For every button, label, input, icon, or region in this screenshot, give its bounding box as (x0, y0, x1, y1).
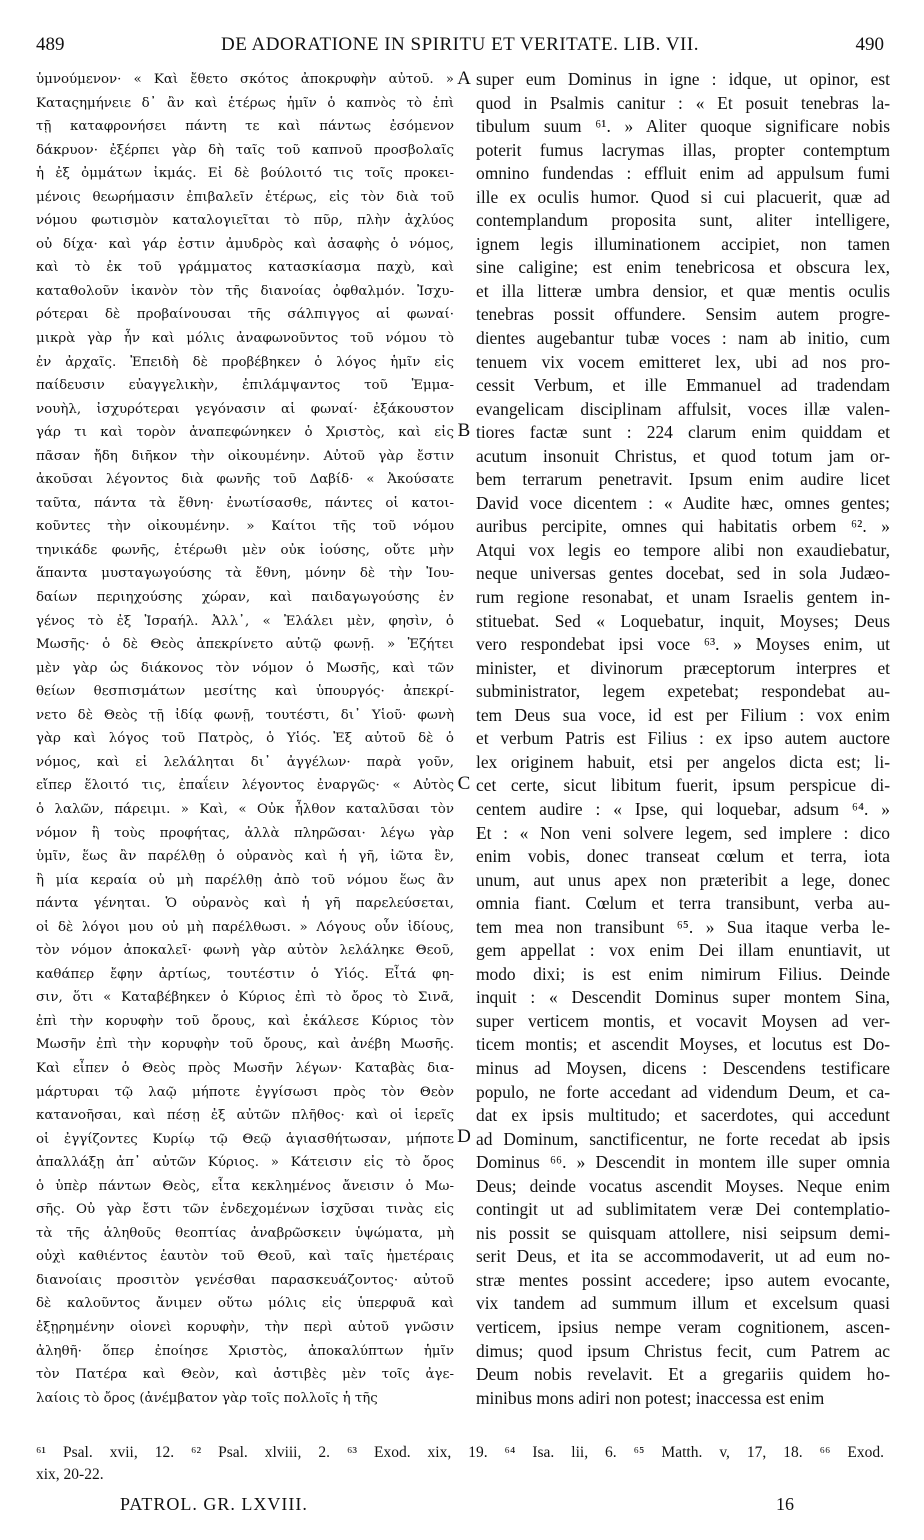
greek-text-line: ἅπαντα μυσταγωγούσης τὰ ἔθνη, μόνην δὲ τὴν Ἰου- (36, 566, 454, 582)
latin-text-line: Dominus ⁶⁶. » Descendit in montem ille super omnia (476, 1152, 890, 1173)
greek-text-line: θείων θεσπισμάτων μεσίτης καὶ ὑπουργός· ἀπεκρί- (36, 684, 454, 700)
running-header (36, 34, 884, 60)
greek-text-line: τὸν Πατέρα καὶ Θεὸν, καὶ ἀστιβὲς μὲν τοῖς ἀγε- (36, 1367, 454, 1383)
latin-text-line: omnia fiant. Cœlum et terra transibunt, verba au- (476, 893, 890, 914)
latin-text-line: modo dixi; is est enim nimirum Filius. Deinde (476, 963, 890, 984)
latin-text-line: Deus; deinde vocatus ascendit Moyses. Neque enim (476, 1175, 890, 1196)
greek-text-line: τὸν νόμον ἀποκαλεῖ· φωνὴ γὰρ αὐτὸν λελάληκε Θεοῦ, (36, 943, 454, 959)
latin-text-line: et verbum Patris est Filius : ex ipso autem auctore (476, 728, 890, 749)
greek-text-line: ρότεραι δὲ προβαίνουσαι τῆς σάλπιγγος αἱ φωναί· (36, 307, 454, 323)
greek-text-column (36, 68, 454, 1410)
greek-text-line: ὁ λαλῶν, πάρειμι. » Καὶ, « Οὐκ ἦλθον καταλῦσαι τὸν (36, 801, 454, 817)
greek-text-line: καθάπερ ἔφην ἀρτίως, τουτέστιν ὁ Υἱός. Εἶτά φη- (36, 966, 454, 982)
section-marker-b: B (457, 420, 471, 441)
greek-text-line: κατανοῆσαι, καὶ πέσῃ ἐξ αὐτῶν πλῆθος· καὶ οἱ ἱερεῖς (36, 1108, 454, 1124)
latin-text-line: tenebras possit offundere. Sensim autem progre- (476, 304, 890, 325)
latin-text-line: dimus; quod ipsum Christus fecit, cum Patrem ac (476, 1340, 890, 1361)
greek-text-line: ἐν ἀρχαῖς. Ἐπειδὴ δὲ προβέβηκεν ὁ λόγος ἡμῖν εἰς (36, 354, 454, 370)
greek-text-line: Μωσῆν ἐπὶ τὴν κορυφὴν τοῦ ὄρους, καὶ ἀνέβη Μωσῆς. (36, 1037, 454, 1053)
section-marker-d: D (457, 1126, 471, 1147)
latin-text-line: omnino fundendas : effluit enim ad appulsum fumi (476, 163, 890, 184)
footnote-line: ⁶¹ Psal. xvii, 12. ⁶² Psal. xlviii, 2. ⁶³ Exod. xix, 19. ⁶⁴ Isa. lii, 6. ⁶⁵ Matth. v, 17, 18. ⁶⁶ Exod. (36, 1444, 884, 1461)
latin-text-line: tem Deus sua voce, id est per Filium : vox enim (476, 704, 890, 725)
latin-text-line: verticem, ipsius nempe veram cognitionem, ascen- (476, 1316, 890, 1337)
latin-text-line: Atqui vox legis eo tempore alibi non exaudiebatur, (476, 539, 890, 560)
latin-text-line: lex originem habuit, etsi per angelos dicta est; li- (476, 751, 890, 772)
greek-text-line: δάκρυον· ἐξέρπει γὰρ δὴ ταῖς τοῦ καπνοῦ προσβολαῖς (36, 142, 454, 158)
latin-text-line: acutum insonuit Christus, et quod totum jam or- (476, 445, 890, 466)
latin-text-line: dientes augebantur tubæ voces : nam ab initio, cum (476, 328, 890, 349)
greek-text-line: ἡ ἐξ ὀμμάτων ἰκμάς. Εἰ δὲ βούλοιτό τις τοῖς προκει- (36, 166, 454, 182)
greek-text-line: ἢ μία κεραία οὐ μὴ παρέλθῃ ἀπὸ τοῦ νόμου ἕως ἂν (36, 872, 454, 888)
greek-text-line: νόμον ἢ τοὺς προφήτας, ἀλλὰ πληρῶσαι· λέγω γὰρ (36, 825, 454, 841)
greek-text-line: λαίοις τὸ ὄρος (ἀνέμβατον γὰρ τοῖς πολλοῖς ἡ τῆς (36, 1390, 378, 1406)
greek-text-line: μὲν γὰρ ὡς διάκονος τὸν νόμον ὁ Μωσῆς, καὶ τῶν (36, 660, 454, 676)
gathering-number: 16 (776, 1494, 794, 1514)
latin-text-line: inquit : « Descendit Dominus super montem Sina, (476, 987, 890, 1008)
greek-text-line: σιν, ὅτι « Καταβέβηκεν ὁ Κύριος ἐπὶ τὸ ὄρος τὸ Σινᾶ, (36, 990, 454, 1006)
latin-text-line: minister, et divinorum præceptorum interpres et (476, 657, 890, 678)
greek-text-line: καὶ τὸ ἐκ τοῦ γράμματος κατασκίασμα παχὺ, καὶ (36, 260, 454, 276)
running-title: DE ADORATIONE IN SPIRITU ET VERITATE. LIB. VII. (221, 34, 699, 55)
greek-text-line: πᾶσαν ἤδη διῆκον τὴν οἰκουμένην. Αὐτοῦ γὰρ ἔστιν (36, 448, 454, 464)
latin-text-line: ignem legis illuminationem accipiet, non tamen (476, 233, 890, 254)
page-number-right: 490 (855, 34, 884, 55)
latin-text-line: rum regione resonabat, et unam Israelis gentem in- (476, 587, 890, 608)
greek-text-line: νόμος, καὶ εἰ λελάληται δι᾽ ἀγγέλων· παρὰ γοῦν, (36, 754, 454, 770)
latin-text-line: super eum Dominus in igne : idque, ut opinor, est (476, 69, 890, 89)
latin-text-line: cessit Verbum, et ille Emmanuel ad tradendam (476, 375, 890, 396)
greek-text-line: ταῦτα, πάντα τὰ ἔθνη· ἐνωτίσασθε, πάντες οἱ κατοι- (36, 495, 454, 511)
greek-text-line: ὁ ὑπὲρ πάντων Θεὸς, εἶτα κεκλημένος ἄνεισιν ὁ Μω- (36, 1178, 454, 1194)
greek-text-line: δὲ καλοῦντος ἄνιμεν οὕτω μόλις εἰς ὑπερφυᾶ καὶ (36, 1296, 454, 1312)
latin-text-line: minibus mons adiri non potest; inaccessa est enim (476, 1387, 825, 1408)
latin-text-line: et illa litteræ umbra densior, et quæ mentis oculis (476, 280, 890, 301)
latin-text-line: unum, aut unus apex non præteribit a lege, donec (476, 869, 890, 890)
greek-text-line: οἱ ἐγγίζοντες Κυρίῳ τῷ Θεῷ ἁγιασθήτωσαν, μήποτε (36, 1131, 454, 1147)
latin-text-line: Deum nobis revelavit. Et a gregariis quidem ho- (476, 1364, 890, 1385)
greek-text-line: Μωσῆς· ὁ δὲ Θεὸς ἀπεκρίνετο αὐτῷ φωνῇ. » Ἐζήτει (36, 637, 454, 653)
page-footer (120, 1494, 794, 1520)
greek-text-line: οὐχὶ καθιέντος ἑαυτὸν τοῦ Θεοῦ, καὶ ταῖς ἡμετέραις (36, 1249, 454, 1265)
greek-text-line: νετο δὲ Θεὸς τῇ ἰδίᾳ φωνῇ, τουτέστι, δι᾽ Υἱοῦ· φωνὴ (36, 707, 454, 723)
greek-text-line: πάντα γένηται. Ὁ οὐρανὸς καὶ ἡ γῆ παρελεύσεται, (36, 896, 454, 912)
page-number-left: 489 (36, 34, 65, 55)
latin-text-line: super verticem montis, et vocavit Moysen ad ver- (476, 1010, 890, 1031)
greek-text-line: δαίων περιηχούσης χώραν, καὶ παιδαγωγούσης ἐν (36, 590, 454, 606)
greek-text-line: οὐ δίχα· καὶ γάρ ἐστιν ἀμυδρὸς καὶ ἀσαφὴς ὁ νόμος, (36, 236, 454, 252)
latin-text-line: vix tandem ad summum illum et excelsum quasi (476, 1293, 890, 1314)
greek-text-line: κοῦντες τὴν οἰκουμένην. » Καίτοι τῆς τοῦ νόμου (36, 519, 454, 535)
greek-text-line: μικρὰ γὰρ ἦν καὶ μόλις ἀναφωνοῦντος τοῦ νόμου τὸ (36, 331, 454, 347)
footnote-line: xix, 20-22. (36, 1466, 104, 1483)
latin-text-column (476, 68, 890, 1410)
greek-text-line: γάρ τι καὶ τορὸν ἀναπεφώνηκεν ὁ Χριστὸς, καὶ εἰς (36, 425, 454, 441)
latin-text-line: vero respondebat ipsi voce ⁶³. » Moyses enim, ut (476, 634, 890, 655)
latin-text-line: tiores factæ sunt : 224 clarum enim quiddam et (476, 422, 890, 443)
latin-text-line: bem terrarum penetravit. Ipsum enim audire licet (476, 469, 890, 490)
greek-text-line: καταθολοῦν ἱκανὸν τὸν τῆς διανοίας ὀφθαλμόν. Ἰσχυ- (36, 283, 454, 299)
latin-text-line: ticem montis; et ascendit Moyses, et locutus est Do- (476, 1034, 890, 1055)
latin-text-line: contingit ut ad sublimitatem veræ Dei contemplatio- (476, 1199, 890, 1220)
latin-text-line: tenuem vix vocem emitteret lex, ubi ad nos pro- (476, 351, 890, 372)
latin-text-line: neque universas gentes docebat, sed in sola Judæo- (476, 563, 890, 584)
greek-text-line: γένος τὸ ἐξ Ἰσραήλ. Ἀλλ᾽, « Ἐλάλει μὲν, φησὶν, ὁ (36, 613, 454, 629)
latin-text-line: centem audire : « Ipse, qui loquebar, adsum ⁶⁴. » (476, 798, 890, 819)
greek-text-line: ἀκοῦσαι λέγοντος διὰ φωνῆς τοῦ Δαβίδ· « Ἀκούσατε (36, 472, 454, 488)
greek-text-line: ἐπὶ τὴν κορυφὴν τοῦ ὄρους, καὶ ἐκάλεσε Κύριος τὸν (36, 1013, 454, 1029)
latin-text-line: tem mea non transibunt ⁶⁵. » Sua itaque verba le- (476, 916, 890, 937)
latin-text-line: auribus percipite, omnes qui habitatis orbem ⁶². » (476, 516, 890, 537)
section-marker-c: C (457, 773, 471, 794)
latin-text-line: minus ad Moysen, dicens : Descendens testificare (476, 1057, 890, 1078)
greek-text-line: γὰρ καὶ λόγος τοῦ Πατρὸς, ὁ Υἱός. Ἐξ αὐτοῦ δὲ ὁ (36, 731, 454, 747)
latin-text-line: populo, ne forte accedant ad videndum Deum, et ca- (476, 1081, 890, 1102)
greek-text-line: ἀληθῆ· ὅπερ ἐποίησε Χριστὸς, ἀποκαλύπτων ἡμῖν (36, 1343, 454, 1359)
latin-text-line: ille ex oculis humor. Quod si cui placuerit, quæ ad (476, 186, 890, 207)
greek-text-line: σῆς. Οὐ γὰρ ἔστι τῶν ἐνδεχομένων ἰσχῦσαι τινὰς εἰς (36, 1202, 454, 1218)
greek-text-line: ὑμνούμενον· « Καὶ ἔθετο σκότος ἀποκρυφὴν αὐτοῦ. » (36, 72, 454, 87)
greek-text-line: τῇ καταφρονήσει πάντη τε καὶ πάντως ἐσόμενον (36, 119, 454, 135)
section-marker-a: A (457, 68, 471, 89)
greek-text-line: οἱ δὲ λόγοι μου οὐ μὴ παρέλθωσι. » Λόγους οὖν ἰδίους, (36, 919, 454, 935)
latin-text-line: stituebat. Sed « Loquebatur, inquit, Moyses; Deus (476, 610, 890, 631)
greek-text-line: Καταςημήνειε δ᾽ ἂν καὶ ἑτέρως ἡμῖν ὁ καπνὸς τὸ ἐπὶ (36, 95, 454, 111)
latin-text-line: enim vobis, donec transeat cœlum et terra, iota (476, 846, 890, 867)
greek-text-line: ὑμῖν, ἕως ἂν παρέλθῃ ὁ οὐρανὸς καὶ ἡ γῆ, ἰῶτα ἓν, (36, 849, 454, 865)
latin-text-line: evangelicam disciplinam affulsit, voces illæ valen- (476, 398, 890, 419)
latin-text-line: tibulum suum ⁶¹. » Aliter quoque significare nobis (476, 116, 890, 137)
latin-text-line: serit Deus, et ita se accommodaverit, ut ad eum no- (476, 1246, 890, 1267)
greek-text-line: Καὶ εἶπεν ὁ Θεὸς πρὸς Μωσῆν λέγων· Καταβὰς δια- (36, 1060, 454, 1076)
latin-text-line: gem appellat : vox enim Dei illam enuntiavit, ut (476, 940, 890, 961)
signature-mark: PATROL. GR. LXVIII. (120, 1494, 308, 1514)
latin-text-line: nis possit se quisquam attollere, nisi seipsum demi- (476, 1222, 890, 1243)
greek-text-line: μάρτυραι τῷ λαῷ μήποτε ἐγγίσωσι πρὸς τὸν Θεὸν (36, 1084, 454, 1100)
latin-text-line: ad Dominum, sanctificentur, ne forte recedat ab ipsis (476, 1128, 890, 1149)
greek-text-line: ἀπαλλάξῃ ἀπ᾽ αὐτῶν Κύριος. » Κάτεισιν εἰς τὸ ὄρος (36, 1155, 454, 1171)
latin-text-line: subministrator, legem expetebat; respondebat au- (476, 681, 890, 702)
latin-text-line: dat ex ipsis multitudo; et sacerdotes, qui accedunt (476, 1105, 890, 1126)
latin-text-line: David voce dicentem : « Audite hæc, omnes gentes; (476, 492, 890, 513)
latin-text-line: contemplandum proposita sunt, aliter intelligere, (476, 210, 890, 231)
greek-text-line: εἴπερ ἕλοιτό τις, ἐπαΐειν λέγοντος ἐναργῶς· « Αὐτὸς (36, 778, 454, 794)
greek-text-line: τηνικάδε φωνῆς, ἑτέρωθι μὲν οὐκ ἰούσης, οὔτε μὴν (36, 542, 454, 558)
greek-text-line: ἐξῃρημένην οἱονεὶ κορυφὴν, τὴν περὶ αὐτοῦ γνῶσιν (36, 1319, 454, 1335)
greek-text-line: νουὴλ, ἰσχυρότεραι γεγόνασιν αἱ φωναί· ἐξάκουστον (36, 401, 454, 417)
latin-text-line: quod in Psalmis canitur : « Et posuit tenebras la- (476, 92, 890, 113)
greek-text-line: νόμου φωτισμὸν καταλογιεῖται τὸ πῦρ, πλὴν ἀχλύος (36, 213, 454, 229)
latin-text-line: sine caligine; est enim tenebricosa et obscura lex, (476, 257, 890, 278)
greek-text-line: διανοίαις προσιτὸν γενέσθαι παρασκευάζοντος· αὐτοῦ (36, 1272, 454, 1288)
greek-text-line: μένοις θεωρήμασιν ἐπιβαλεῖν ἑτέρως, εἰς τὸν διὰ τοῦ (36, 189, 454, 205)
latin-text-line: cet certe, sicut libitum fuerit, ipsum perspicue di- (476, 775, 890, 796)
latin-text-line: poterit fumus lacrymas illas, propter contemptum (476, 139, 890, 160)
footnotes (36, 1442, 884, 1486)
latin-text-line: stræ mentes possint accedere; ipso autem evocante, (476, 1269, 890, 1290)
greek-text-line: τὰ τῆς ἀληθοῦς θεοπτίας ἀναβρῶσκειν ὑψώματα, μὴ (36, 1225, 454, 1241)
greek-text-line: παίδευσιν εὐαγγελικὴν, ἐπιλάμψαντος τοῦ Ἐμμα- (36, 378, 454, 394)
latin-text-line: Et : « Non veni solvere legem, sed implere : dico (476, 822, 890, 843)
